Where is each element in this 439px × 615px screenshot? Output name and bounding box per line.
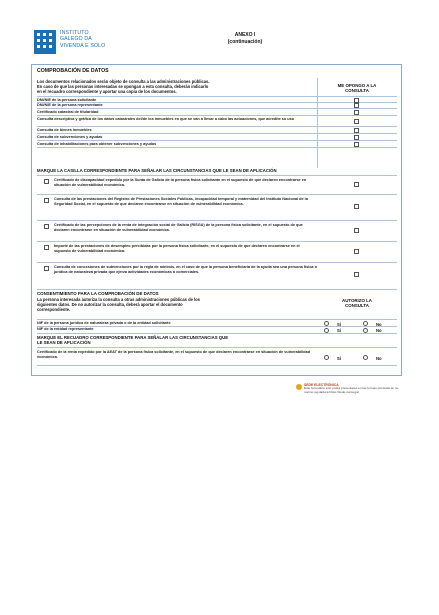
authorize-no-radio[interactable]	[363, 321, 368, 326]
table-row: Consulta descriptiva y gráfica de los datos catastrales del/de los inmuebles en que se van a llevar a cabo las actuaciones, que acredite su uso	[37, 116, 397, 127]
authorize-yes-radio[interactable]	[324, 328, 329, 333]
circumstance-row: Consulta de las prestaciones del Registro de Prestaciones Sociales Públicas, incapacidad temporal y maternidad del Instituto Nacional de la Seguridad Social, en el supuesto de que declaren encontrarse en situación de vulnerabilidad económica.	[37, 195, 397, 221]
column-header-oppose: ME OPONGO A LA CONSULTA	[337, 83, 377, 94]
circumstance-row: Certificado de las percepciones de la renta de integración social de Galicia (RISGA) de la persona física solicitante, en el supuesto de que declaren encontrarse en situación de vulnerabilidad económica.	[37, 221, 397, 242]
footer-text: Este formulario sólo podrá presentarse en las formas previstas en su norma reguladora https://sede.xunta.gal	[304, 386, 399, 394]
oppose-checkbox[interactable]	[354, 249, 359, 254]
oppose-checkbox[interactable]	[354, 142, 359, 147]
circumstance-checkbox[interactable]	[44, 179, 49, 184]
oppose-checkbox[interactable]	[354, 119, 359, 124]
circumstance-row: Consulta de concesiones de subvenciones por la regla de minimis, en el caso de que la persona beneficiaria de la ayuda sea una persona física o jurídica de naturaleza privada que ejerza actividades económicas o comerciales.	[37, 263, 397, 290]
authorize-no-radio[interactable]	[363, 328, 368, 333]
sede-label: SEDE ELECTRÓNICA	[304, 383, 339, 387]
anexo-heading	[205, 32, 285, 45]
table-row: Consulta de bienes inmuebles	[37, 127, 397, 134]
circumstance-checkbox[interactable]	[44, 266, 49, 271]
oppose-checkbox[interactable]	[354, 272, 359, 277]
authorize-yes-radio[interactable]	[324, 355, 329, 360]
logo-text: INSTITUTO GALEGO DA VIVENDA E SOLO	[60, 30, 106, 49]
oppose-checkbox[interactable]	[354, 135, 359, 140]
circumstance-checkbox[interactable]	[44, 224, 49, 229]
table-row: DNI/NIE de la persona solicitante	[37, 96, 397, 103]
oppose-checkbox[interactable]	[354, 103, 359, 108]
table-row: NIF de la entidad representante Sí No	[37, 327, 397, 335]
igvs-logo	[34, 30, 124, 58]
circumstance-row: Certificado de discapacidad expedido por la Xunta de Galicia de la persona física solicitante en el supuesto de que declaren encontrarse en situación de vulnerabilidad económica.	[37, 175, 397, 195]
anexo-subtitle: (continuación)	[227, 38, 263, 45]
oppose-checkbox[interactable]	[354, 110, 359, 115]
authorize-yes-radio[interactable]	[324, 321, 329, 326]
authorize-no-radio[interactable]	[363, 355, 368, 360]
oppose-checkbox[interactable]	[354, 182, 359, 187]
section1-intro: Los documentos relacionados serán objeto de consulta a las administraciones públicas. En caso de que las personas interesadas se opongan a esta consulta, deberán indicarlo en el recuadro correspondiente y aportar una copia de los documentos.	[37, 79, 210, 94]
circumstance-row: Importe de las prestaciones de desempleo percibidas por la persona física solicitante, en el supuesto de que declaren encontrarse en el supuesto de vulnerabilidad económica.	[37, 242, 397, 263]
section-title-consentimiento: CONSENTIMIENTO PARA LA COMPROBACIÓN DE DATOS	[37, 291, 159, 296]
circumstance-checkbox[interactable]	[44, 245, 49, 250]
oppose-checkbox[interactable]	[354, 204, 359, 209]
section2-intro: La persona interesada autoriza la consulta a otras administraciones públicas de los siguientes datos. De no autorizar la consulta, deberá aportar el documento correspondiente.	[37, 297, 200, 312]
oppose-checkbox[interactable]	[354, 128, 359, 133]
xunta-emblem-icon	[34, 30, 56, 54]
anexo-title: ANEXO I	[234, 32, 256, 38]
circumstance-row: Certificado de la renta expedido por la AEAT de la persona física solicitante, en el supuesto de que declaren encontrarse en situación de vulnerabilidad económica. Sí No	[37, 347, 397, 366]
table-row: Consulta de inhabilitaciones para obtener subvenciones y ayudas	[37, 141, 397, 148]
table-row: NIF de la persona jurídica de naturaleza privada o de la entidad solicitante Sí No	[37, 319, 397, 327]
mark-circumstances-header: MARQUE LA CASILLA CORRESPONDIENTE PARA SEÑALAR LAS CIRCUNSTANCIAS QUE LE SEAN DE APLICACIÓN	[37, 168, 277, 173]
oppose-checkbox[interactable]	[354, 228, 359, 233]
circumstance-checkbox[interactable]	[44, 198, 49, 203]
column-header-authorize: AUTORIZO LA CONSULTA	[342, 298, 372, 309]
table-row: Certificado catastral de titularidad	[37, 109, 397, 116]
sede-electronica-icon	[296, 384, 302, 390]
table-row: DNI/NIE de la persona representante	[37, 103, 397, 110]
section-title-comprobacion: COMPROBACIÓN DE DATOS	[37, 68, 109, 74]
section2-mark-header: MARQUE EL RECUADRO CORRESPONDIENTE PARA SEÑALAR LAS CIRCUNSTANCIAS QUE LE SEAN DE APLICACIÓN	[37, 335, 229, 345]
table-row: Consulta de subvenciones y ayudas	[37, 134, 397, 141]
